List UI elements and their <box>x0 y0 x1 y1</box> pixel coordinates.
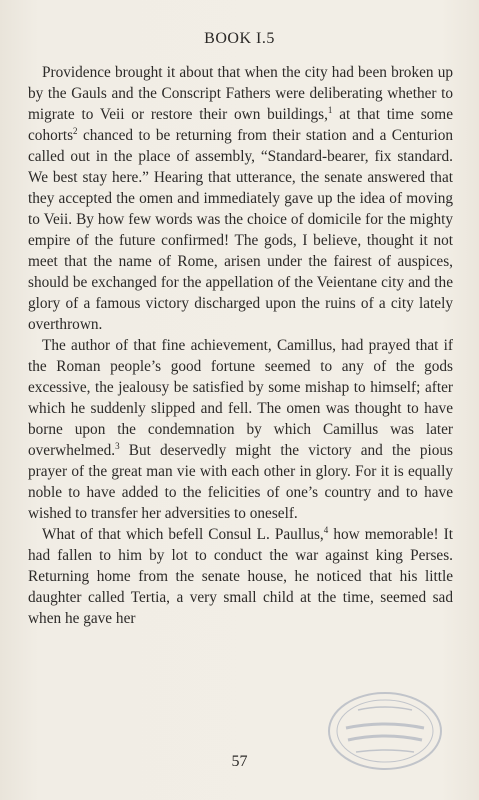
running-head: BOOK I.5 <box>204 30 275 47</box>
text-segment: chanced to be returning from their station and a Centurion called out in the place of assembly, “Standard-bearer, fix standard. We best stay here.” Hearing that utterance, the senate answered that they accepted the omen and immediately gave up the idea of moving to Veii. By how few words was the choice of domicile for the mighty empire of the future confirmed! The gods, I believe, thought it not meet that the name of Rome, arisen under the fairest of auspices, should be exchanged for the appellation of the Veientane city and the glory of a famous victory discharged upon the ruins of a city lately overthrown. <box>28 127 453 333</box>
footnote-marker: 2 <box>73 125 78 136</box>
footnote-marker: 4 <box>323 524 329 535</box>
text-segment: how memorable! It had fallen to him by lot to conduct the war against king Perses. Returning home from the senate house, he noticed that his little daughter called Tertia, a very small child at the time, seemed sad when he gave her <box>28 526 454 627</box>
paragraph-1 <box>28 62 453 335</box>
page-number: 57 <box>231 753 248 770</box>
text-segment: But deservedly might the victory and the pious prayer of the great man vie with each other in glory. For it is equally noble to have added to the felicities of one’s country and to have wished to transfer her adversities to oneself. <box>28 442 453 522</box>
footnote-marker: 1 <box>327 104 333 115</box>
text-segment: Providence brought it about that when the city had been broken up by the Gauls and the Conscript Fathers were deliberating whether to migrate to Veii or restore their own buildings, <box>28 64 453 123</box>
paragraph-2 <box>28 335 453 524</box>
watermark-stamp-icon <box>326 690 444 772</box>
paragraph-3 <box>28 524 453 629</box>
body-text <box>28 62 453 629</box>
text-segment: What of that which befell Consul L. Paullus, <box>42 526 324 543</box>
text-segment: The author of that fine achievement, Camillus, had prayed that if the Roman people’s good fortune seemed to any of the gods excessive, the jealousy be satisfied by some mishap to himself; after which he suddenly slipped and fell. The omen was thought to have borne upon the condemnation by which Camillus was later overwhelmed. <box>28 337 453 459</box>
text-segment: at that time some cohorts <box>28 106 453 144</box>
footnote-marker: 3 <box>115 440 120 451</box>
